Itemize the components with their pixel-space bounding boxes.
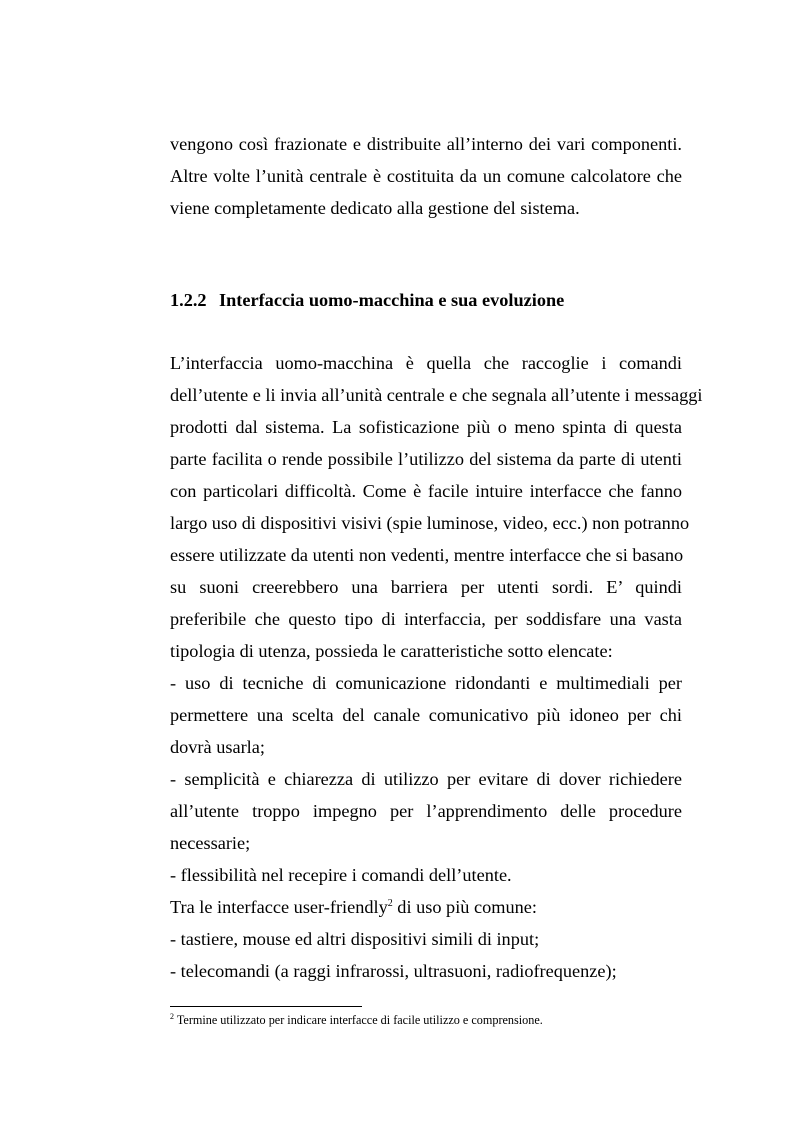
body-line: parte facilita o rende possibile l’utilizzo del sistema da parte di utenti — [170, 449, 682, 469]
section-heading — [170, 290, 564, 311]
body-line — [170, 897, 682, 917]
body-line: largo uso di dispositivi visivi (spie luminose, video, ecc.) non potranno — [170, 513, 690, 533]
list-item-line: - telecomandi (a raggi infrarossi, ultrasuoni, radiofrequenze); — [170, 961, 617, 981]
friendly-text-end: di uso più comune: — [392, 897, 537, 917]
footnote — [170, 1013, 543, 1028]
list-item-line: permettere una scelta del canale comunicativo più idoneo per chi — [170, 705, 682, 725]
list-item-line: dovrà usarla; — [170, 737, 265, 757]
footnote-divider — [170, 1006, 362, 1007]
section-title: Interfaccia uomo-macchina e sua evoluzione — [219, 290, 565, 310]
body-line: dell’utente e li invia all’unità centrale e che segnala all’utente i messaggi — [170, 385, 703, 405]
footnote-text: Termine utilizzato per indicare interfacce di facile utilizzo e comprensione. — [174, 1013, 543, 1027]
list-item-line: - flessibilità nel recepire i comandi dell’utente. — [170, 865, 512, 885]
body-line: preferibile che questo tipo di interfaccia, per soddisfare una vasta — [170, 609, 682, 629]
body-line: prodotti dal sistema. La sofisticazione più o meno spinta di questa — [170, 417, 682, 437]
friendly-text: Tra le interfacce user-friendly — [170, 897, 388, 917]
intro-line: viene completamente dedicato alla gestione del sistema. — [170, 198, 580, 218]
list-item-line: necessarie; — [170, 833, 251, 853]
section-number: 1.2.2 — [170, 290, 207, 310]
body-line: con particolari difficoltà. Come è facile intuire interfacce che fanno — [170, 481, 682, 501]
body-line: essere utilizzate da utenti non vedenti, mentre interfacce che si basano — [170, 545, 684, 565]
list-item-line: all’utente troppo impegno per l’apprendimento delle procedure — [170, 801, 682, 821]
body-line: L’interfaccia uomo-macchina è quella che raccoglie i comandi — [170, 353, 682, 373]
body-line: su suoni creerebbero una barriera per utenti sordi. E’ quindi — [170, 577, 682, 597]
intro-line: Altre volte l’unità centrale è costituita da un comune calcolatore che — [170, 166, 682, 186]
list-item-line: - uso di tecniche di comunicazione ridondanti e multimediali per — [170, 673, 682, 693]
footnote-mark: 2 — [170, 1012, 174, 1021]
list-item-line: - tastiere, mouse ed altri dispositivi simili di input; — [170, 929, 540, 949]
list-item-line: - semplicità e chiarezza di utilizzo per evitare di dover richiedere — [170, 769, 682, 789]
body-line: tipologia di utenza, possieda le caratteristiche sotto elencate: — [170, 641, 613, 661]
intro-line: vengono così frazionate e distribuite all’interno dei vari componenti. — [170, 134, 682, 154]
footnote-reference[interactable]: 2 — [387, 898, 393, 909]
